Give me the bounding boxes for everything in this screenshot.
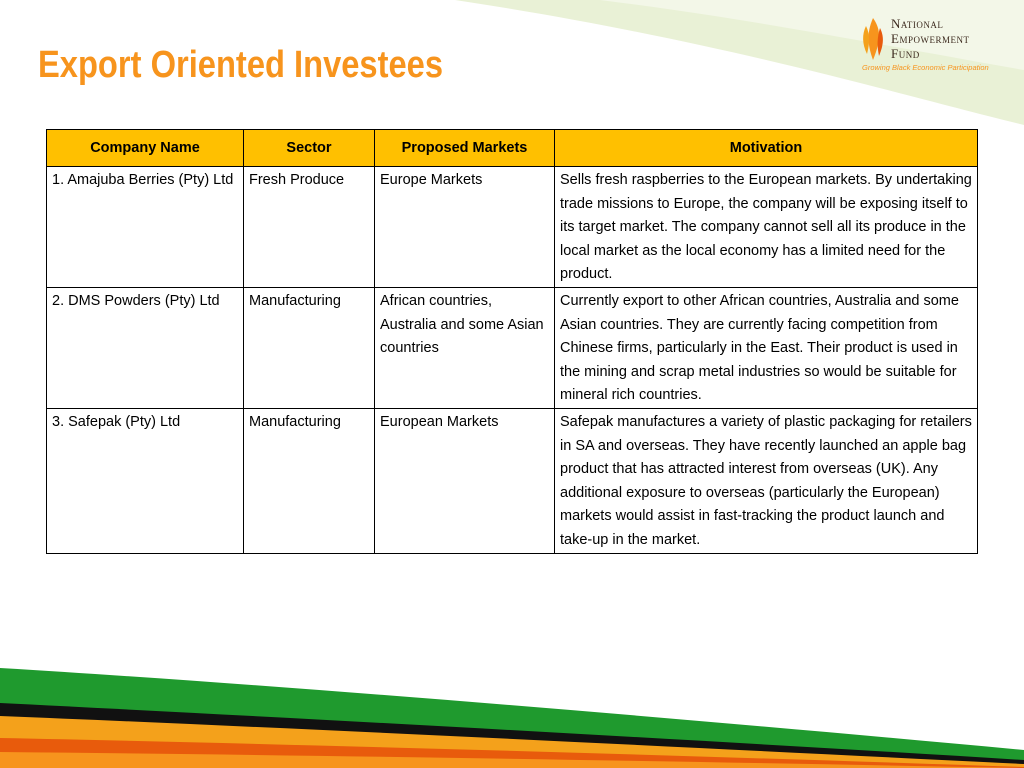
header-sector: Sector [244, 130, 375, 167]
markets-cell: African countries, Australia and some Asian countries [375, 287, 555, 408]
bottom-stripes-decoration [0, 668, 1024, 768]
logo-tagline: Growing Black Economic Participation [862, 63, 989, 72]
table-header-row [47, 130, 978, 167]
header-motivation: Motivation [555, 130, 978, 167]
company-name: 1. Amajuba Berries (Pty) Ltd [52, 172, 234, 188]
sector-cell: Manufacturing [244, 287, 375, 408]
table-row [47, 287, 978, 408]
table-row [47, 167, 978, 288]
logo-name-line: Empowerment [891, 31, 970, 46]
logo-name-line: National [891, 16, 944, 31]
sector-cell: Manufacturing [244, 408, 375, 553]
logo-name [891, 16, 969, 61]
header-company-name: Company Name [47, 130, 244, 167]
header-proposed-markets: Proposed Markets [375, 130, 555, 167]
markets-cell: Europe Markets [375, 167, 555, 288]
company-cell [47, 167, 244, 288]
logo-name-line: Fund [891, 46, 920, 61]
investees-table [46, 129, 978, 554]
company-cell: 2. DMS Powders (Pty) Ltd [47, 287, 244, 408]
nef-logo [858, 14, 1008, 76]
flame-logo-icon [860, 16, 886, 62]
slide-title: Export Oriented Investees [38, 44, 444, 86]
sector-cell: Fresh Produce [244, 167, 375, 288]
motivation-cell: Safepak manufactures a variety of plastic packaging for retailers in SA and overseas. They have recently launched an apple bag product that has attracted interest from overseas (UK). Any additional exposure to overseas (particularly the European) markets would assist in fast-tracking the product launch and take-up in the market. [555, 408, 978, 553]
motivation-cell: Currently export to other African countries, Australia and some Asian countries. They are currently facing competition from Chinese firms, particularly in the East. Their product is used in the mining and scrap metal industries so would be suitable for mineral rich countries. [555, 287, 978, 408]
markets-cell: European Markets [375, 408, 555, 553]
table-row [47, 408, 978, 553]
company-cell: 3. Safepak (Pty) Ltd [47, 408, 244, 553]
motivation-cell: Sells fresh raspberries to the European markets. By undertaking trade missions to Europe, the company will be exposing itself to its target market. The company cannot sell all its produce in the local market as the local economy has a limited need for the product. [555, 167, 978, 288]
